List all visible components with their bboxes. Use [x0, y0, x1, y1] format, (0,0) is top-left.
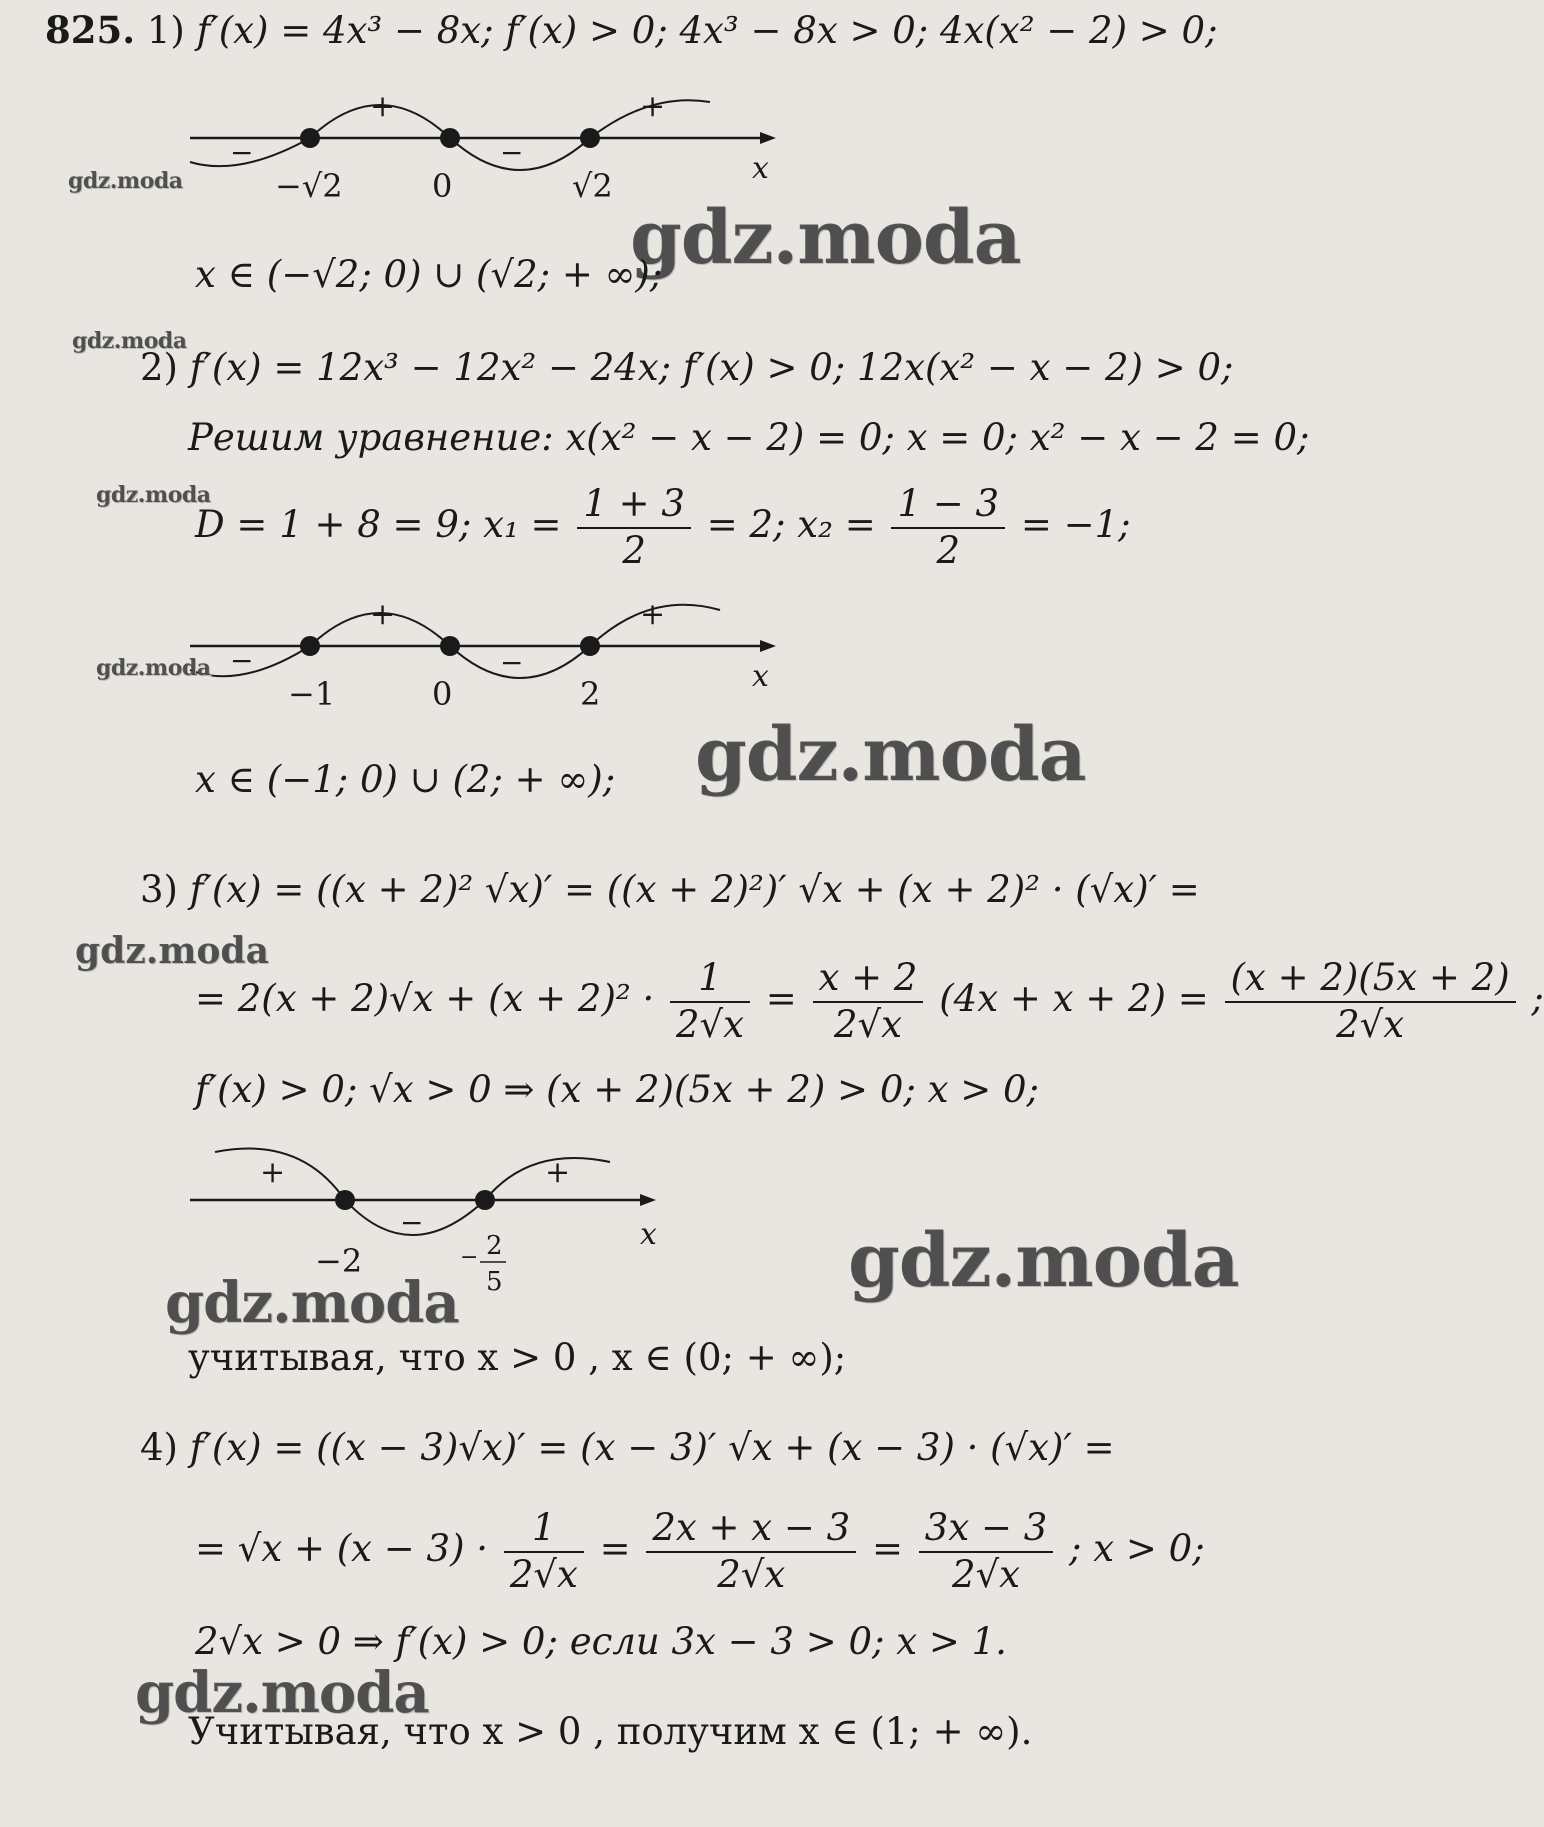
- part2-equation: f′(x) = 12x³ − 12x² − 24x; f′(x) > 0; 12x(x² − x − 2) > 0;: [189, 346, 1234, 389]
- part4-answer: Учитывая, что x > 0 , получим x ∈ (1; + ∞).: [188, 1710, 1033, 1753]
- p2-point-1: −1: [288, 675, 336, 713]
- fraction-bottom: 2√x: [676, 1002, 744, 1046]
- part4-line1: [140, 1428, 1115, 1469]
- part3-factor: (4x + x + 2) =: [939, 977, 1209, 1021]
- fraction-bottom: 2√x: [1336, 1002, 1405, 1046]
- part4-condition: ; x > 0;: [1069, 1527, 1205, 1571]
- part3-line2: [195, 958, 1544, 1045]
- part3-equals: =: [765, 977, 797, 1021]
- p3-sign-2: −: [400, 1206, 424, 1239]
- part4-line2: [195, 1508, 1205, 1595]
- fraction-top: 1 − 3: [891, 484, 1005, 529]
- watermark: gdz.moda: [96, 655, 211, 681]
- fraction-bottom: 2: [936, 528, 961, 572]
- part3-equation: f′(x) = ((x + 2)² √x)′ = ((x + 2)²)′ √x + (x + 2)² · (√x)′ =: [189, 868, 1200, 911]
- fraction-top: 1: [504, 1508, 584, 1553]
- fraction-bottom: 2√x: [509, 1552, 578, 1596]
- part2-line3: [195, 484, 1131, 571]
- p1-axis-label: x: [752, 151, 769, 186]
- p2-sign-1: −: [230, 644, 254, 677]
- part2-line2: Решим уравнение: x(x² − x − 2) = 0; x = 0; x² − x − 2 = 0;: [188, 416, 1310, 459]
- part3-semicolon: ;: [1531, 977, 1544, 1021]
- fraction: [646, 1508, 856, 1595]
- p3-sign-3: +: [545, 1155, 571, 1190]
- fraction: [670, 958, 750, 1045]
- problem-number: 825.: [45, 8, 136, 52]
- p1-sign-1: −: [230, 136, 254, 169]
- part4-line3: 2√x > 0 ⇒ f′(x) > 0; если 3x − 3 > 0; x > 1.: [195, 1620, 1007, 1663]
- watermark: gdz.moda: [68, 168, 183, 194]
- part4-equals: =: [599, 1527, 631, 1571]
- watermark: gdz.moda: [165, 1270, 459, 1336]
- part1-line1: [45, 10, 1218, 52]
- fraction-bottom: 2: [622, 528, 646, 572]
- fraction: [919, 1508, 1053, 1595]
- fraction-bottom: 2√x: [834, 1002, 902, 1046]
- p2-sign-2: +: [370, 597, 396, 632]
- part3-answer: учитывая, что x > 0 , x ∈ (0; + ∞);: [188, 1336, 847, 1379]
- fraction-top: x + 2: [813, 958, 924, 1003]
- part2-answer: x ∈ (−1; 0) ∪ (2; + ∞);: [195, 758, 616, 801]
- watermark: gdz.moda: [75, 930, 269, 972]
- part2-label: 2): [140, 346, 178, 389]
- p1-sign-2: +: [370, 89, 396, 124]
- p1-point-3: √2: [572, 167, 613, 205]
- part4-equals: =: [872, 1527, 904, 1571]
- part1-equation: f′(x) = 4x³ − 8x; f′(x) > 0; 4x³ − 8x > 0; 4x(x² − 2) > 0;: [196, 9, 1218, 52]
- fraction-bottom: 2√x: [952, 1552, 1021, 1596]
- p1-point-2: 0: [432, 167, 453, 205]
- watermark: gdz.moda: [96, 482, 211, 508]
- fraction-top: 1: [670, 958, 750, 1003]
- fraction-top: 1 + 3: [577, 484, 691, 529]
- fraction-top: 2x + x − 3: [646, 1508, 856, 1553]
- p3-point-1: −2: [315, 1242, 363, 1280]
- watermark: gdz.moda: [72, 328, 187, 354]
- part3-line3: f′(x) > 0; √x > 0 ⇒ (x + 2)(5x + 2) > 0; x > 0;: [195, 1068, 1039, 1111]
- fraction: [577, 484, 691, 571]
- watermark: gdz.moda: [848, 1218, 1239, 1304]
- p3-sign-1: +: [260, 1155, 286, 1190]
- p2-point-2: 0: [432, 675, 453, 713]
- part2-root-text: = 2; x₂ =: [706, 503, 876, 547]
- part1-answer: x ∈ (−√2; 0) ∪ (√2; + ∞);: [195, 253, 663, 296]
- fraction: [1225, 958, 1516, 1045]
- part4-expansion: = √x + (x − 3) ·: [195, 1527, 489, 1571]
- fraction: [813, 958, 924, 1045]
- p3-point-2-num: 2: [486, 1231, 503, 1261]
- part1-sign-diagram: [180, 82, 820, 205]
- fraction-top: 3x − 3: [919, 1508, 1053, 1553]
- p1-point-1: −√2: [275, 167, 343, 205]
- watermark: gdz.moda: [695, 712, 1086, 798]
- p2-axis-label: x: [752, 659, 769, 694]
- p3-point-2-neg: −: [460, 1245, 479, 1270]
- part2-sign-diagram: [180, 590, 820, 713]
- part2-root-text: = −1;: [1020, 503, 1131, 547]
- watermark: gdz.moda: [135, 1660, 429, 1726]
- part4-equation: f′(x) = ((x − 3)√x)′ = (x − 3)′ √x + (x − 3) · (√x)′ =: [189, 1426, 1115, 1469]
- fraction-top: (x + 2)(5x + 2): [1225, 958, 1516, 1003]
- part1-label: 1): [146, 9, 185, 52]
- part2-line1: [140, 348, 1234, 389]
- p2-sign-4: +: [640, 597, 666, 632]
- fraction: [504, 1508, 584, 1595]
- p1-sign-3: −: [500, 136, 524, 169]
- part3-label: 3): [140, 868, 178, 911]
- part3-line1: [140, 870, 1200, 911]
- fraction-bottom: 2√x: [717, 1552, 786, 1596]
- part4-label: 4): [140, 1426, 178, 1469]
- watermark: gdz.moda: [630, 195, 1021, 281]
- p2-sign-3: −: [500, 646, 524, 679]
- fraction: [891, 484, 1005, 571]
- p3-point-2-den: 5: [486, 1267, 503, 1297]
- part2-discriminant: D = 1 + 8 = 9; x₁ =: [195, 503, 562, 547]
- p1-sign-4: +: [640, 89, 666, 124]
- p2-point-3: 2: [580, 675, 601, 713]
- part3-expansion: = 2(x + 2)√x + (x + 2)² ·: [195, 977, 655, 1021]
- p3-axis-label: x: [640, 1217, 657, 1252]
